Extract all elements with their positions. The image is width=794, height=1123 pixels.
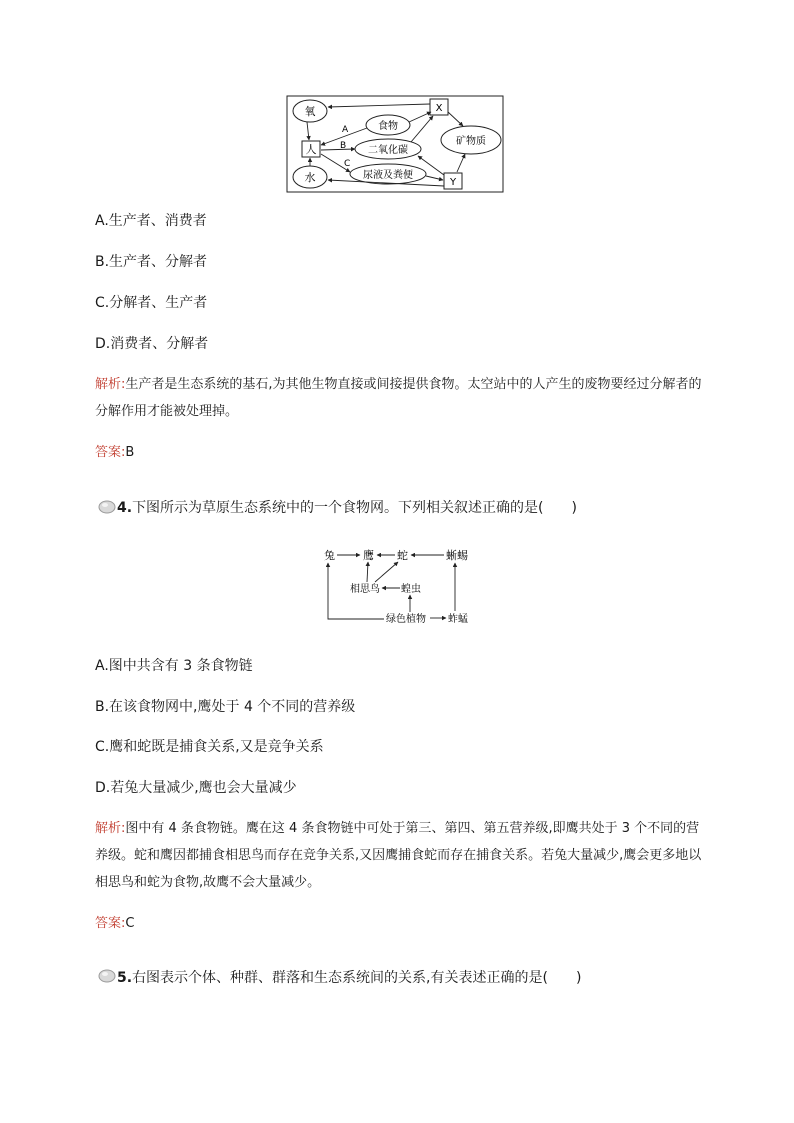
q4-analysis-label: 解析: — [95, 821, 126, 836]
edge-label-b: B — [340, 141, 347, 151]
q5-stem — [117, 968, 581, 988]
q4-option-b: B.在该食物网中,鹰处于 4 个不同的营养级 — [95, 699, 356, 715]
q4-stem — [117, 498, 577, 518]
food-web-arrows — [328, 555, 455, 619]
fw-grasshopper: 蚱蜢 — [448, 614, 468, 625]
q3-analysis-text: 生产者是生态系统的基石,为其他生物直接或间接提供食物。太空站中的人产生的废物要经过分解者的分解作用才能被处理掉。 — [95, 377, 702, 419]
question-icon — [97, 500, 117, 514]
node-oxygen-label: 氧 — [304, 105, 316, 118]
fw-bird: 相思鸟 — [350, 584, 380, 595]
q4-option-d: D.若兔大量减少,鹰也会大量减少 — [95, 780, 297, 796]
q4-answer-label: 答案: — [95, 916, 126, 931]
q3-option-d: D.消费者、分解者 — [95, 336, 209, 352]
q4-answer-value: C — [125, 916, 135, 931]
edge-label-c: C — [344, 159, 351, 169]
q4-option-c: C.鹰和蛇既是捕食关系,又是竞争关系 — [95, 739, 324, 755]
fw-eagle: 鹰 — [363, 549, 374, 562]
q4-analysis — [95, 815, 705, 896]
node-y-label: Y — [449, 177, 457, 188]
node-water-label: 水 — [304, 171, 316, 184]
fw-insect: 蝗虫 — [401, 584, 421, 595]
q3-option-a: A.生产者、消费者 — [95, 213, 207, 229]
q4-analysis-text: 图中有 4 条食物链。鹰在这 4 条食物链中可处于第三、第四、第五营养级,即鹰共处于 3 个不同的营养级。蛇和鹰因都捕食相思鸟而存在竞争关系,又因鹰捕食蛇而存在捕食关系。若兔大量减少,鹰会更多地以相思鸟和蛇为食物,故鹰不会大量减少。 — [95, 821, 702, 890]
cycle-diagram — [285, 92, 505, 196]
fw-snake: 蛇 — [397, 549, 408, 562]
q4-option-a: A.图中共含有 3 条食物链 — [95, 658, 253, 674]
q3-option-c: C.分解者、生产者 — [95, 295, 208, 311]
edge-label-a: A — [342, 125, 349, 135]
q5-number: 5. — [117, 970, 133, 986]
node-waste-label: 尿液及粪便 — [363, 170, 413, 181]
food-web-diagram — [320, 545, 480, 627]
fw-rabbit: 兔 — [324, 549, 335, 562]
node-minerals-label: 矿物质 — [456, 136, 486, 147]
question-icon — [97, 969, 117, 983]
q4-answer — [95, 915, 134, 933]
q3-option-b: B.生产者、分解者 — [95, 254, 208, 270]
q3-analysis — [95, 371, 705, 425]
q4-number: 4. — [117, 500, 133, 516]
node-co2-label: 二氧化碳 — [368, 145, 408, 156]
fw-plant: 绿色植物 — [386, 614, 426, 625]
node-person-label: 人 — [305, 143, 317, 156]
node-x-label: X — [435, 103, 443, 114]
q3-answer-value: B — [125, 445, 135, 460]
q4-stem-text: 下图所示为草原生态系统中的一个食物网。下列相关叙述正确的是( ) — [132, 500, 577, 516]
node-food-label: 食物 — [378, 121, 398, 132]
q3-answer-label: 答案: — [95, 445, 126, 460]
q5-stem-text: 右图表示个体、种群、群落和生态系统间的关系,有关表述正确的是( ) — [132, 970, 582, 986]
q3-answer — [95, 444, 134, 462]
fw-lizard: 蜥蜴 — [446, 549, 468, 562]
q3-analysis-label: 解析: — [95, 377, 126, 392]
